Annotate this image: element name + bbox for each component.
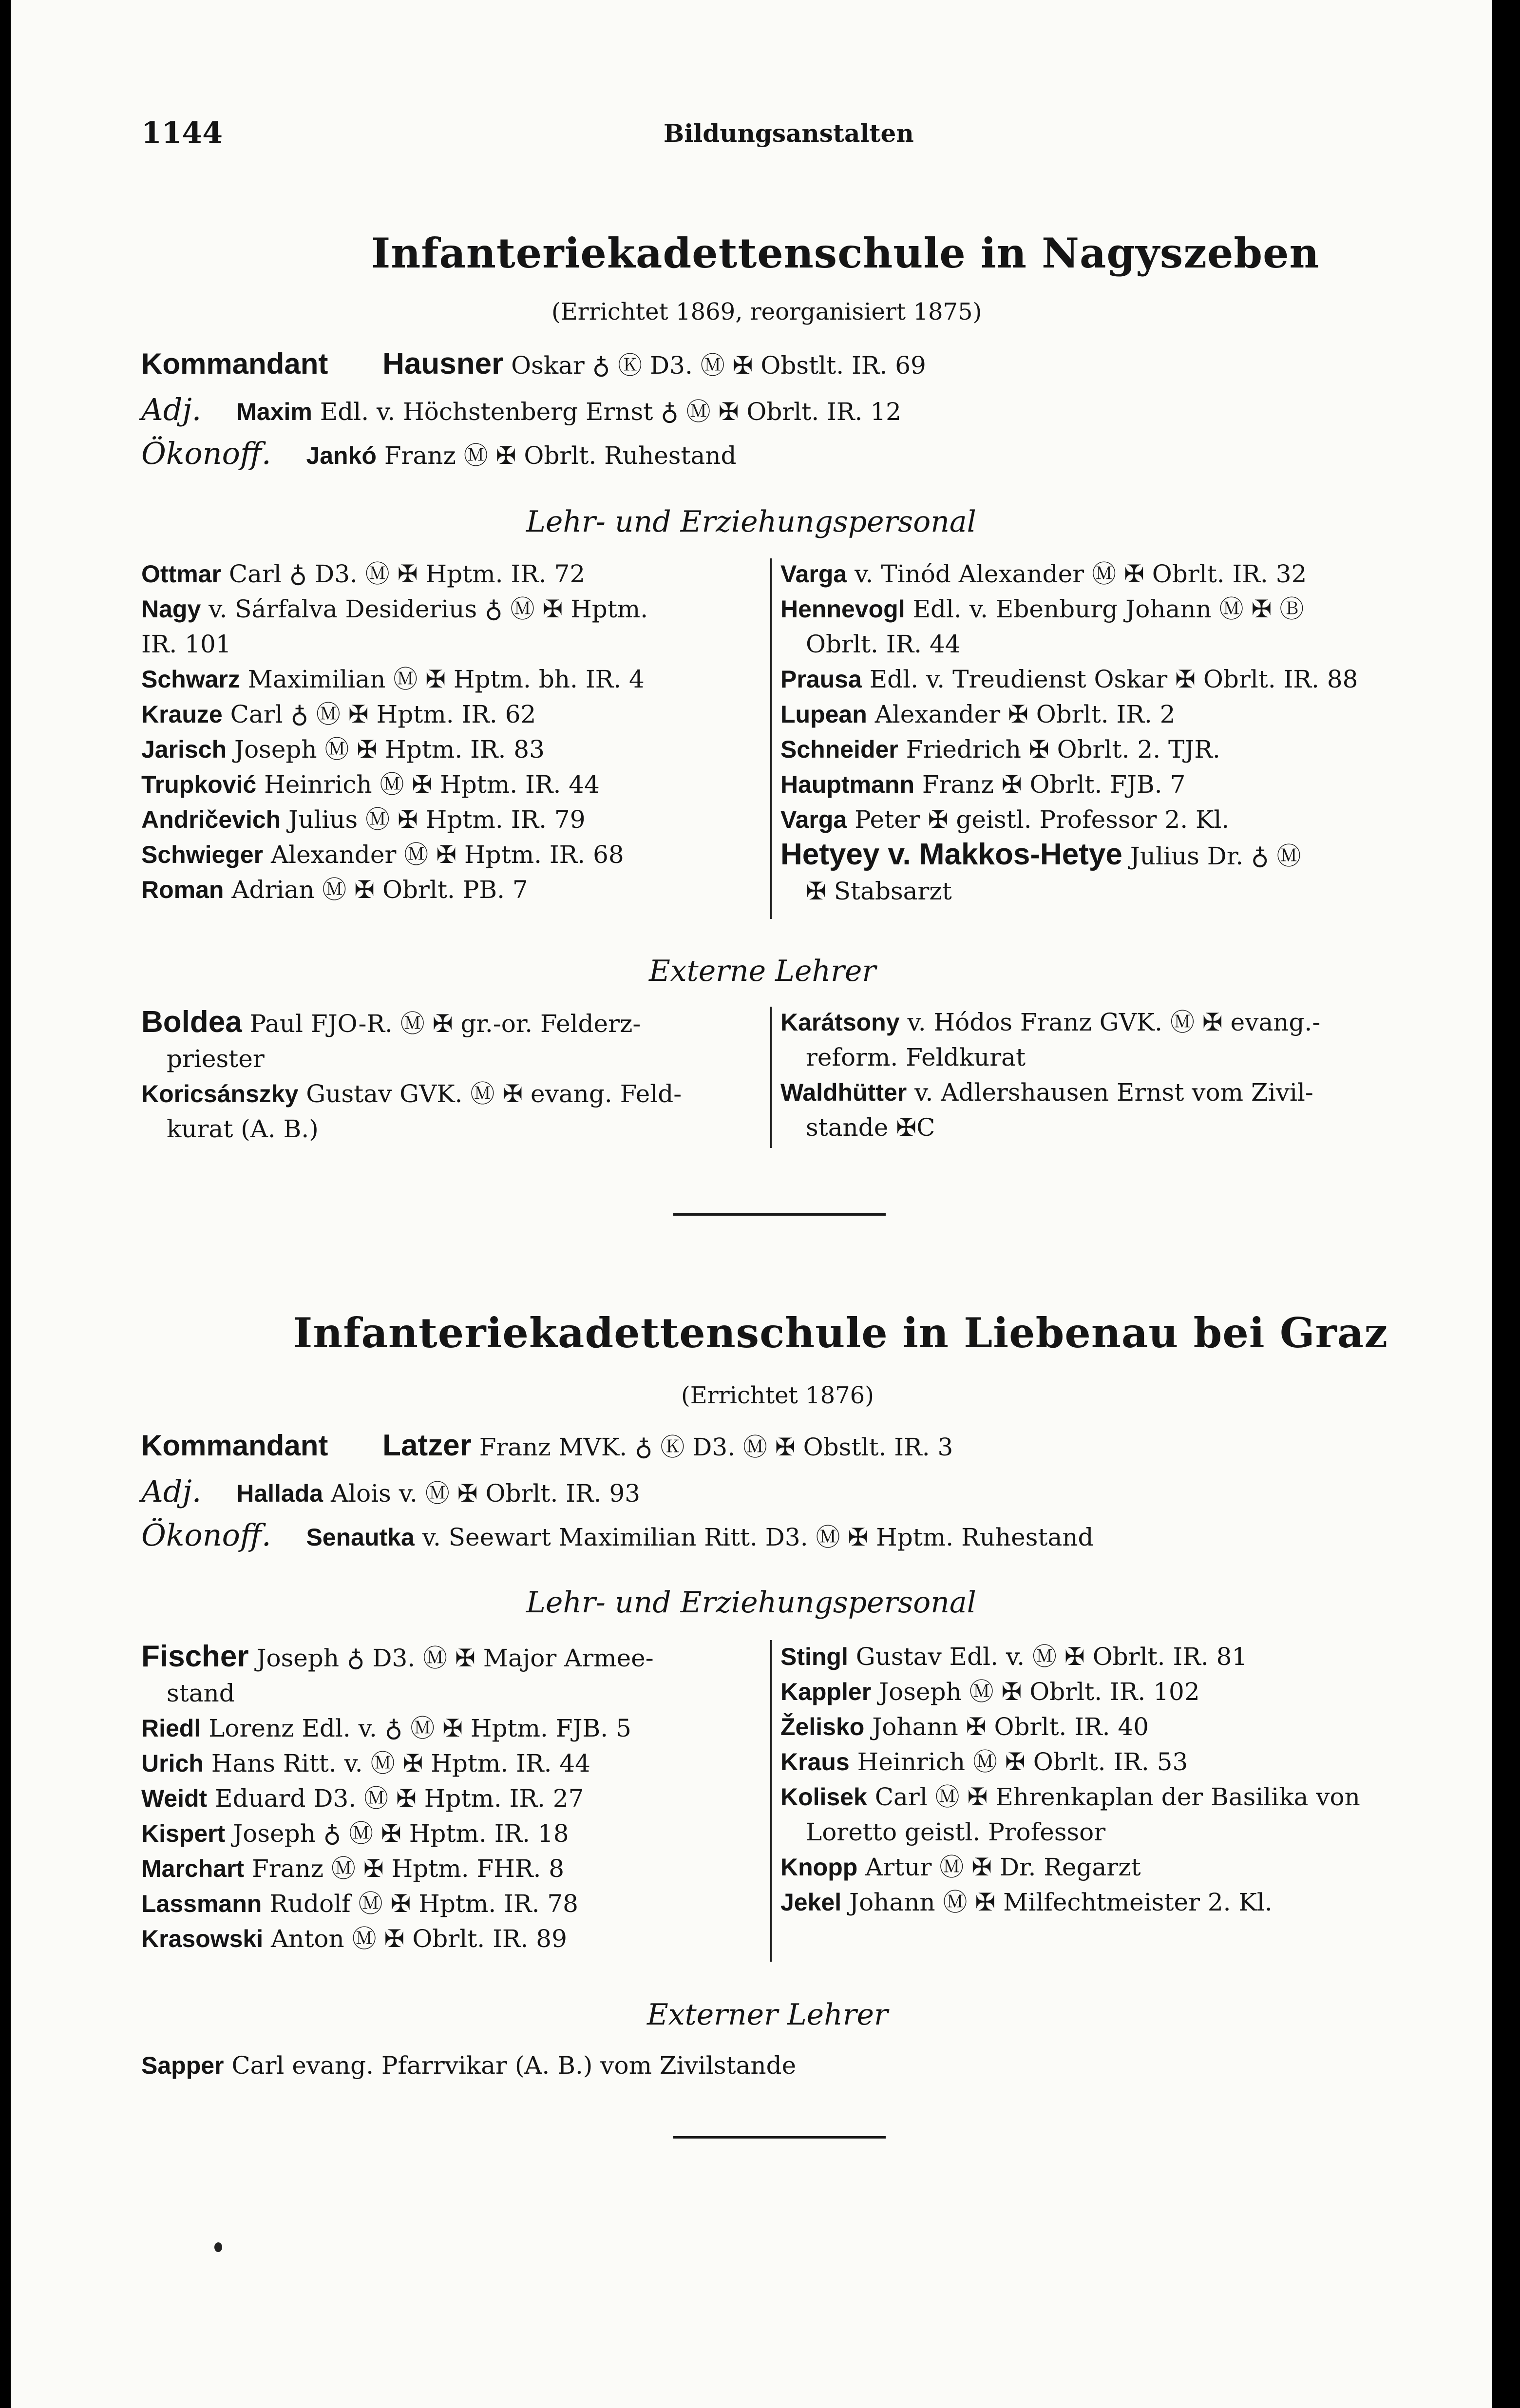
- school2-oekonom-line: [141, 1517, 1093, 1553]
- role-kommandant: Kommandant: [141, 1429, 328, 1462]
- school1-external-right: [780, 1005, 1472, 1145]
- staff-entry: IR. 101: [141, 630, 231, 658]
- adj-name: Maxim: [236, 398, 312, 425]
- staff-entry: Hauptmann Franz ✠ Obrlt. FJB. 7: [780, 770, 1186, 799]
- oekonom-name: Senautka: [306, 1524, 415, 1551]
- external-entry: Koricsánszky Gustav GVK. Ⓜ ✠ evang. Feld-: [141, 1080, 682, 1108]
- external-details: Carl evang. Pfarrvikar (A. B.) vom Zivilstande: [231, 2051, 797, 2080]
- school2-subtitle: (Errichtet 1876): [681, 1382, 874, 1409]
- ink-speck: [214, 2242, 222, 2252]
- staff-entry: Schneider Friedrich ✠ Obrlt. 2. TJR.: [780, 735, 1220, 764]
- staff-entry: Schwieger Alexander Ⓜ ✠ Hptm. IR. 68: [141, 841, 624, 869]
- staff-entry: Krauze Carl ♁ Ⓜ ✠ Hptm. IR. 62: [141, 700, 536, 728]
- staff-entry: Lupean Alexander ✠ Obrlt. IR. 2: [780, 700, 1176, 728]
- external-name: Sapper: [141, 2052, 224, 2079]
- staff-entry: Hennevogl Edl. v. Ebenburg Johann Ⓜ ✠ Ⓑ: [780, 595, 1304, 623]
- role-oekonom: Ökonoff.: [141, 436, 271, 471]
- oekonom-name: Jankó: [306, 442, 377, 469]
- staff-entry: Krasowski Anton Ⓜ ✠ Obrlt. IR. 89: [141, 1925, 567, 1953]
- role-kommandant: Kommandant: [141, 347, 328, 380]
- column-divider: [770, 558, 772, 919]
- school1-staff-left: [141, 556, 765, 907]
- school2-staff-right: [780, 1639, 1482, 1920]
- adj-details: Edl. v. Höchstenberg Ernst ♁ Ⓜ ✠ Obrlt. IR. 12: [320, 398, 901, 426]
- staff-entry: Lassmann Rudolf Ⓜ ✠ Hptm. IR. 78: [141, 1890, 578, 1918]
- staff-entry: Obrlt. IR. 44: [806, 630, 961, 658]
- school2-adj-line: [141, 1473, 640, 1509]
- staff-entry: ✠ Stabsarzt: [806, 877, 952, 905]
- staff-entry: Varga v. Tinód Alexander Ⓜ ✠ Obrlt. IR. 32: [780, 560, 1307, 588]
- staff-entry: Nagy v. Sárfalva Desiderius ♁ Ⓜ ✠ Hptm.: [141, 595, 648, 623]
- external-entry: priester: [167, 1045, 265, 1073]
- staff-entry: Fischer Joseph ♁ D3. Ⓜ ✠ Major Armee-: [141, 1640, 654, 1673]
- adj-name: Hallada: [236, 1480, 323, 1507]
- oekonom-details: v. Seewart Maximilian Ritt. D3. Ⓜ ✠ Hptm. Ruhestand: [422, 1523, 1094, 1551]
- staff-entry: Kolisek Carl Ⓜ ✠ Ehrenkaplan der Basilika von: [780, 1783, 1360, 1811]
- school2-external-entry: [141, 2051, 796, 2080]
- external-entry: kurat (A. B.): [167, 1115, 319, 1143]
- external-entry: stande ✠C: [806, 1113, 935, 1142]
- school2-kommandant-line: [141, 1428, 953, 1463]
- staff-entry: Knopp Artur Ⓜ ✠ Dr. Regarzt: [780, 1853, 1141, 1881]
- section-divider-rule: [673, 2136, 886, 2139]
- staff-entry: Loretto geistl. Professor: [806, 1818, 1106, 1846]
- staff-entry: Urich Hans Ritt. v. Ⓜ ✠ Hptm. IR. 44: [141, 1749, 590, 1777]
- staff-entry: Prausa Edl. v. Treudienst Oskar ✠ Obrlt. IR. 88: [780, 665, 1358, 693]
- staff-entry: Riedl Lorenz Edl. v. ♁ Ⓜ ✠ Hptm. FJB. 5: [141, 1714, 631, 1742]
- section-divider-rule: [673, 1213, 886, 1216]
- role-adj: Adj.: [141, 1473, 202, 1509]
- adj-details: Alois v. Ⓜ ✠ Obrlt. IR. 93: [330, 1479, 641, 1508]
- staff-entry: Schwarz Maximilian Ⓜ ✠ Hptm. bh. IR. 4: [141, 665, 645, 693]
- staff-entry: Marchart Franz Ⓜ ✠ Hptm. FHR. 8: [141, 1854, 565, 1883]
- page-number: 1144: [141, 116, 223, 150]
- school2-title: Infanteriekadettenschule in Liebenau bei Graz: [293, 1309, 1388, 1357]
- kommandant-details: Oskar ♁ Ⓚ D3. Ⓜ ✠ Obstlt. IR. 69: [511, 351, 926, 380]
- role-adj: Adj.: [141, 392, 202, 427]
- role-oekonom: Ökonoff.: [141, 1517, 271, 1553]
- school2-staff-heading: Lehr- und Erziehungspersonal: [526, 1586, 976, 1620]
- staff-entry: Jekel Johann Ⓜ ✠ Milfechtmeister 2. Kl.: [780, 1888, 1273, 1916]
- column-divider: [770, 1007, 772, 1148]
- external-entry: Karátsony v. Hódos Franz GVK. Ⓜ ✠ evang.-: [780, 1008, 1321, 1036]
- staff-entry: Ottmar Carl ♁ D3. Ⓜ ✠ Hptm. IR. 72: [141, 560, 586, 588]
- column-divider: [770, 1640, 772, 1962]
- kommandant-name: Latzer: [382, 1429, 472, 1462]
- staff-entry: Hetyey v. Makkos-Hetye Julius Dr. ♁ Ⓜ: [780, 838, 1301, 871]
- kommandant-details: Franz MVK. ♁ Ⓚ D3. Ⓜ ✠ Obstlt. IR. 3: [479, 1433, 953, 1461]
- kommandant-name: Hausner: [382, 347, 504, 381]
- school1-external-left: [141, 1005, 765, 1147]
- school1-kommandant-line: [141, 346, 926, 381]
- staff-entry: Weidt Eduard D3. Ⓜ ✠ Hptm. IR. 27: [141, 1784, 584, 1813]
- staff-entry: Kappler Joseph Ⓜ ✠ Obrlt. IR. 102: [780, 1678, 1200, 1706]
- book-page: [11, 0, 1492, 2408]
- school1-staff-right: [780, 556, 1463, 909]
- staff-entry: Stingl Gustav Edl. v. Ⓜ ✠ Obrlt. IR. 81: [780, 1643, 1248, 1671]
- staff-entry: Trupković Heinrich Ⓜ ✠ Hptm. IR. 44: [141, 770, 600, 799]
- staff-entry: Jarisch Joseph Ⓜ ✠ Hptm. IR. 83: [141, 735, 545, 764]
- external-entry: Boldea Paul FJO-R. Ⓜ ✠ gr.-or. Felderz-: [141, 1005, 641, 1039]
- staff-entry: Želisko Johann ✠ Obrlt. IR. 40: [780, 1713, 1149, 1741]
- school1-adj-line: [141, 392, 901, 427]
- staff-entry: Varga Peter ✠ geistl. Professor 2. Kl.: [780, 805, 1230, 834]
- staff-entry: stand: [167, 1679, 235, 1707]
- staff-entry: Andričevich Julius Ⓜ ✠ Hptm. IR. 79: [141, 805, 586, 834]
- running-title: Bildungsanstalten: [664, 119, 914, 148]
- external-entry: reform. Feldkurat: [806, 1043, 1026, 1071]
- staff-entry: Kispert Joseph ♁ Ⓜ ✠ Hptm. IR. 18: [141, 1819, 569, 1848]
- school1-staff-heading: Lehr- und Erziehungspersonal: [526, 505, 976, 539]
- staff-entry: Roman Adrian Ⓜ ✠ Obrlt. PB. 7: [141, 876, 528, 904]
- school2-external-heading: Externer Lehrer: [647, 1998, 888, 2032]
- school1-subtitle: (Errichtet 1869, reorganisiert 1875): [551, 298, 982, 325]
- school1-external-heading: Externe Lehrer: [649, 954, 876, 988]
- staff-entry: Kraus Heinrich Ⓜ ✠ Obrlt. IR. 53: [780, 1748, 1188, 1776]
- school1-title: Infanteriekadettenschule in Nagyszeben: [371, 229, 1320, 277]
- external-entry: Waldhütter v. Adlershausen Ernst vom Zivil-: [780, 1078, 1313, 1107]
- school1-oekonom-line: [141, 436, 737, 471]
- school2-staff-left: [141, 1639, 765, 1956]
- oekonom-details: Franz Ⓜ ✠ Obrlt. Ruhestand: [384, 441, 737, 470]
